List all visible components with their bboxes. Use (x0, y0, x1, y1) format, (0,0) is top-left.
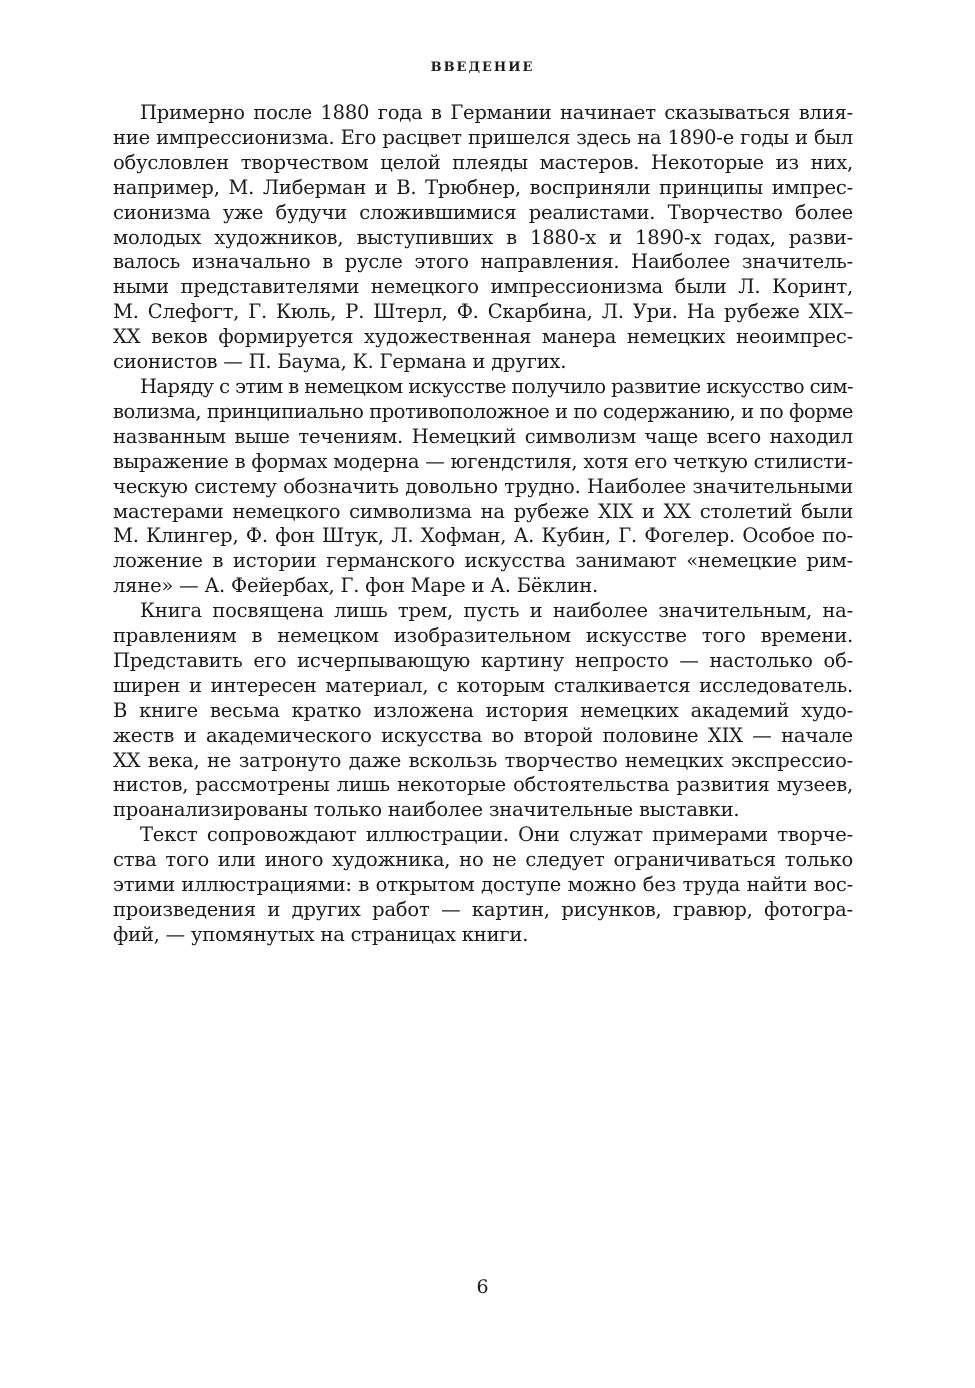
text-line: ческую систему обозначить довольно трудно. Наиболее значительными (113, 474, 853, 498)
paragraph (113, 599, 853, 823)
paragraph (113, 375, 853, 599)
text-line: Текст сопровождают иллюстрации. Они служат примерами творче- (140, 823, 853, 847)
text-line: этими иллюстрациями: в открытом доступе можно без труда найти вос- (113, 873, 853, 897)
paragraph (113, 101, 853, 375)
text-line: проанализированы только наиболее значительные выставки. (113, 798, 740, 822)
text-line: сионистов — П. Баума, К. Германа и других. (113, 350, 567, 374)
text-line: волизма, принципиально противоположное и по содержанию, и по форме (113, 399, 853, 423)
text-line: молодых художников, выступивших в 1880-х и 1890-х годах, разви- (113, 225, 853, 249)
text-line: М. Клингер, Ф. фон Штук, Л. Хофман, А. Кубин, Г. Фогелер. Особое по- (113, 524, 853, 548)
text-line: например, М. Либерман и В. Трюбнер, восприняли принципы импрес- (113, 175, 853, 199)
text-line: названным выше течениям. Немецкий символизм чаще всего находил (113, 424, 853, 448)
text-line: Книга посвящена лишь трем, пусть и наиболее значительным, на- (140, 599, 853, 623)
text-line: Наряду с этим в немецком искусстве получило развитие искусство сим- (140, 374, 853, 398)
text-line: ляне» — А. Фейербах, Г. фон Маре и А. Бёклин. (113, 574, 599, 598)
text-line: Представить его исчерпывающую картину непросто — настолько об- (113, 648, 853, 672)
text-line: правлениям в немецком изобразительном искусстве того времени. (113, 624, 853, 648)
page-number: 6 (476, 1276, 489, 1298)
text-line: обусловлен творчеством целой плеяды мастеров. Некоторые из них, (113, 150, 853, 174)
text-line: В книге весьма кратко изложена история немецких академий худо- (113, 698, 853, 722)
text-line: ства того или иного художника, но не следует ограничиваться только (113, 848, 853, 872)
text-line: Примерно после 1880 года в Германии начинает сказываться влия- (140, 101, 853, 124)
text-line: жеств и академического искусства во второй половине XIX — начале (113, 723, 853, 747)
text-line: валось изначально в русле этого направления. Наиболее значитель- (113, 250, 853, 274)
text-line: ными представителями немецкого импрессионизма были Л. Коринт, (113, 275, 853, 299)
text-line: ширен и интересен материал, с которым сталкивается исследователь. (113, 673, 853, 697)
paragraph (113, 823, 853, 948)
text-line: фий, — упомянутых на страницах книги. (113, 922, 529, 946)
text-line: произведения и других работ — картин, рисунков, гравюр, фотогра- (113, 898, 853, 921)
text-line: М. Слефогт, Г. Кюль, Р. Штерл, Ф. Скарбина, Л. Ури. На рубеже XIX– (113, 300, 853, 324)
text-line: ложение в истории германского искусства занимают «немецкие рим- (113, 549, 853, 573)
text-line: сионизма уже будучи сложившимися реалистами. Творчество более (113, 200, 853, 224)
running-head: ВВЕДЕНИЕ (430, 60, 535, 75)
text-line: выражение в формах модерна — югендстиля, хотя его четкую стилисти- (113, 449, 853, 473)
text-line: нистов, рассмотрены лишь некоторые обстоятельства развития музеев, (113, 773, 853, 797)
text-line: XX века, не затронуто даже вскользь творчество немецких экспрессио- (113, 748, 853, 772)
text-line: ние импрессионизма. Его расцвет пришелся здесь на 1890-е годы и был (113, 125, 853, 149)
text-line: XX веков формируется художественная манера немецких неоимпрес- (113, 325, 853, 349)
body-text (113, 101, 853, 948)
text-line: мастерами немецкого символизма на рубеже XIX и XX столетий были (113, 499, 853, 523)
